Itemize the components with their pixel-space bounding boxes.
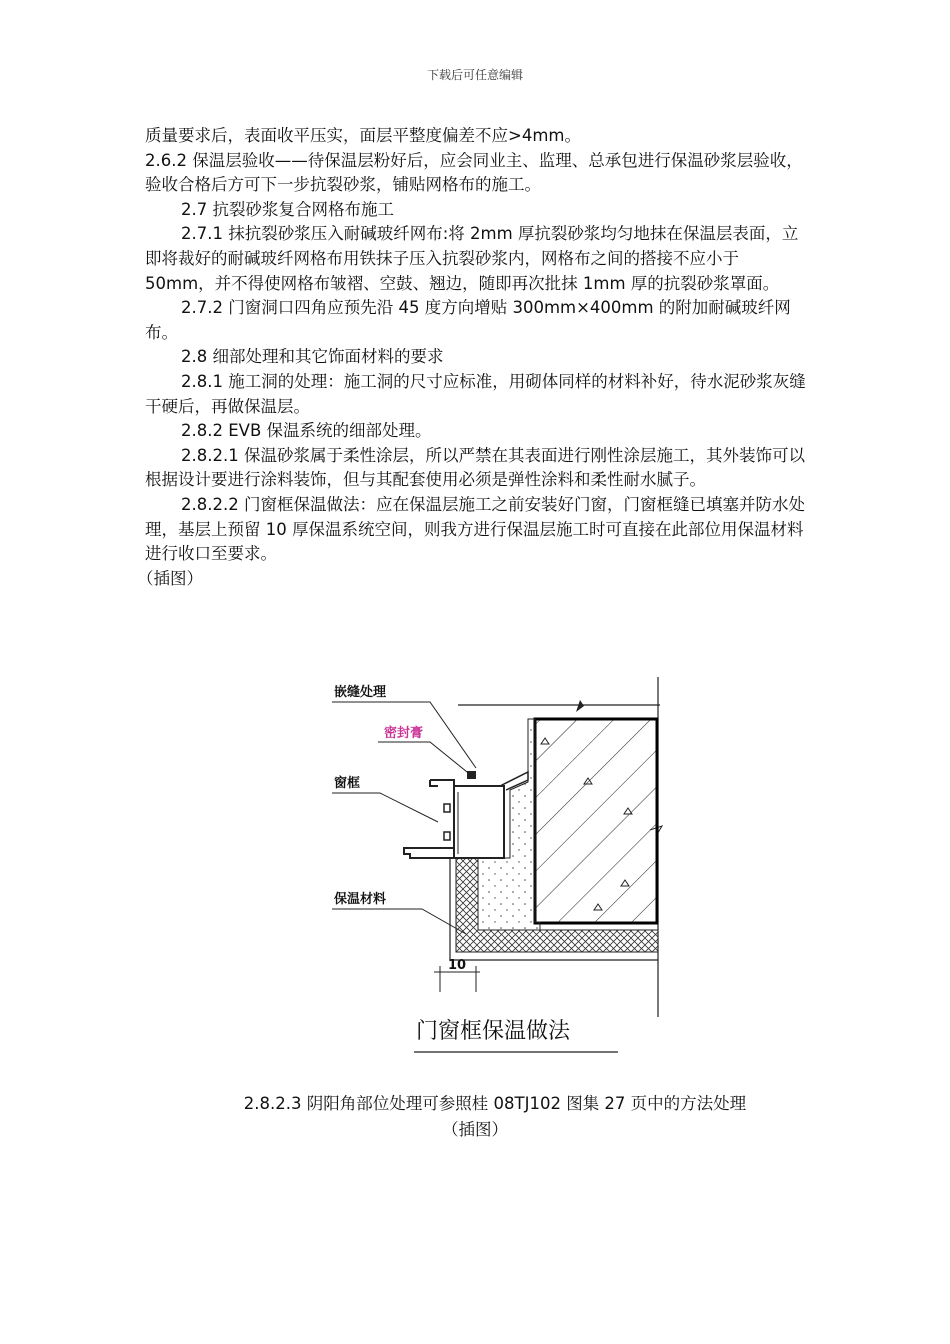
window-frame-insulation-drawing — [330, 672, 670, 1062]
paragraph-2: 2.6.2 保温层验收——待保温层粉好后，应会同业主、监理、总承包进行保温砂浆层验收，验收合格后方可下一步抗裂砂浆，铺贴网格布的施工。 — [145, 150, 803, 195]
caption-2-8-2-3: 2.8.2.3 阴阳角部位处理可参照桂 08TJ102 图集 27 页中的方法处理 — [243, 1094, 747, 1113]
paragraph-2-8-2-2: 2.8.2.2 门窗框保温做法：应在保温层施工之前安装好门窗，门窗框缝已填塞并防水处理，基层上预留 10 厚保温系统空间，则我方进行保温层施工时可直接在此部位用保温材料进行收口至要求。 — [145, 494, 805, 564]
section-heading-2-7: 2.7 抗裂砂浆复合网格布施工 — [181, 199, 394, 219]
paragraph-2-8-2-1: 2.8.2.1 保温砂浆属于柔性涂层，所以严禁在其表面进行刚性涂层施工，其外装饰可以根据设计要进行涂料装饰，但与其配套使用必须是弹性涂料和柔性耐水腻子。 — [145, 445, 805, 490]
insulation-material-label: 保温材料 — [334, 892, 387, 907]
paragraph-2-7-2: 2.7.2 门窗洞口四角应预先沿 45 度方向增贴 300mm×400mm 的附加耐碱玻纤网布。 — [145, 298, 791, 342]
caption-figure-note: （插图） — [442, 1120, 508, 1139]
drawing-title: 门窗框保温做法 — [416, 1019, 571, 1044]
paragraph-2-8-1: 2.8.1 施工洞的处理：施工洞的尺寸应标准，用砌体同样的材料补好，待水泥砂浆灰缝干硬后，再做保温层。 — [145, 371, 806, 416]
dimension-label: 10 — [448, 958, 467, 973]
concrete-block — [535, 719, 657, 923]
window-frame-profile — [454, 786, 504, 858]
joint-treatment-label: 嵌缝处理 — [334, 685, 387, 700]
frame-label: 窗框 — [334, 776, 361, 791]
paragraph-2-7-1: 2.7.1 抹抗裂砂浆压入耐碱玻纤网布:将 2mm 厚抗裂砂浆均匀地抹在保温层表面，立即将裁好的耐碱玻纤网格布用铁抹子压入抗裂砂浆内，网格布之间的搭接不应小于 50mm，并不得使网格布皱褶、空鼓、翘边，随即再次批抹 1mm 厚的抗裂砂浆罩面。 — [145, 224, 799, 293]
section-heading-2-8: 2.8 细部处理和其它饰面材料的要求 — [181, 347, 444, 367]
sealant-label: 密封膏 — [384, 726, 424, 741]
plaster-layer — [478, 719, 540, 930]
paragraph-2-8-2: 2.8.2 EVB 保温系统的细部处理。 — [181, 421, 432, 441]
paragraph-1: 质量要求后，表面收平压实，面层平整度偏差不应>4mm。 — [145, 126, 581, 145]
document-body — [137, 124, 810, 591]
page-header: 下载后可任意编辑 — [426, 68, 523, 82]
figure-placeholder-note: （插图） — [137, 568, 203, 588]
